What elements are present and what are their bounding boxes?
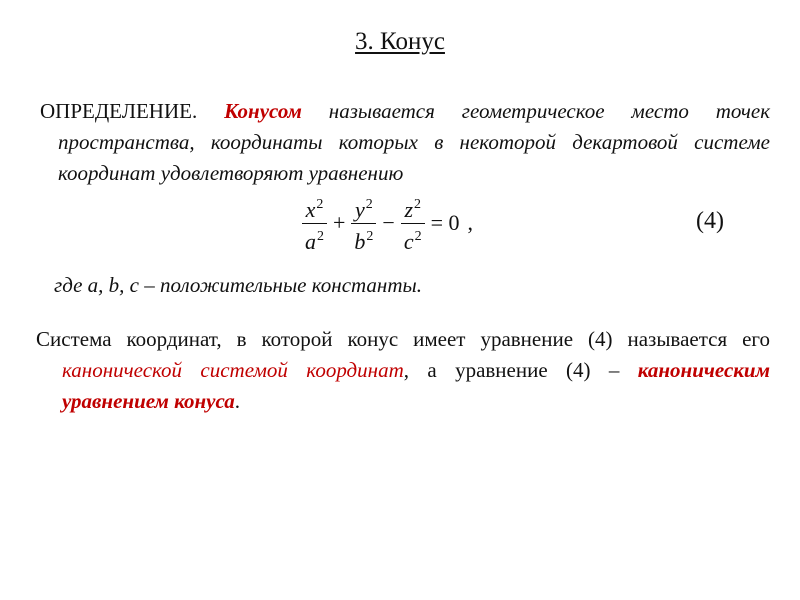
definition-label: ОПРЕДЕЛЕНИЕ. (40, 99, 198, 123)
plus-sign: + (333, 210, 346, 235)
system-text-end: . (234, 389, 241, 413)
equation-number: (4) (696, 208, 724, 234)
cone-equation (300, 193, 477, 253)
constants-note: где a, b, c – положительные константы. (54, 273, 422, 297)
canonical-equation-term: каноническим уравнением конуса (62, 358, 770, 413)
system-text-2: , а уравнение (4) – (403, 358, 620, 382)
definition-paragraph (40, 96, 770, 189)
slide-title: 3. Конус (355, 28, 445, 55)
definition-text: называется геометрическое место точек пространства, координаты которых в некоторой декартовой системе координат удовлетворяют уравнению (58, 99, 771, 185)
fraction-z: $\frac{z^2}{c^2}$ (401, 192, 425, 255)
canonical-system-paragraph (36, 324, 770, 417)
minus-sign: − (382, 210, 395, 235)
fraction-x: $\frac{x^2}{a^2}$ (302, 192, 327, 255)
system-text-1: Система координат, в которой конус имеет уравнение (4) называется его (36, 327, 770, 351)
fraction-y: $\frac{y^2}{b^2}$ (351, 192, 376, 255)
formula-comma: , (467, 210, 474, 235)
definition-term: Конусом (224, 99, 302, 123)
equals-zero: = 0 (430, 210, 460, 235)
canonical-system-term: канонической системой координат (62, 358, 404, 382)
